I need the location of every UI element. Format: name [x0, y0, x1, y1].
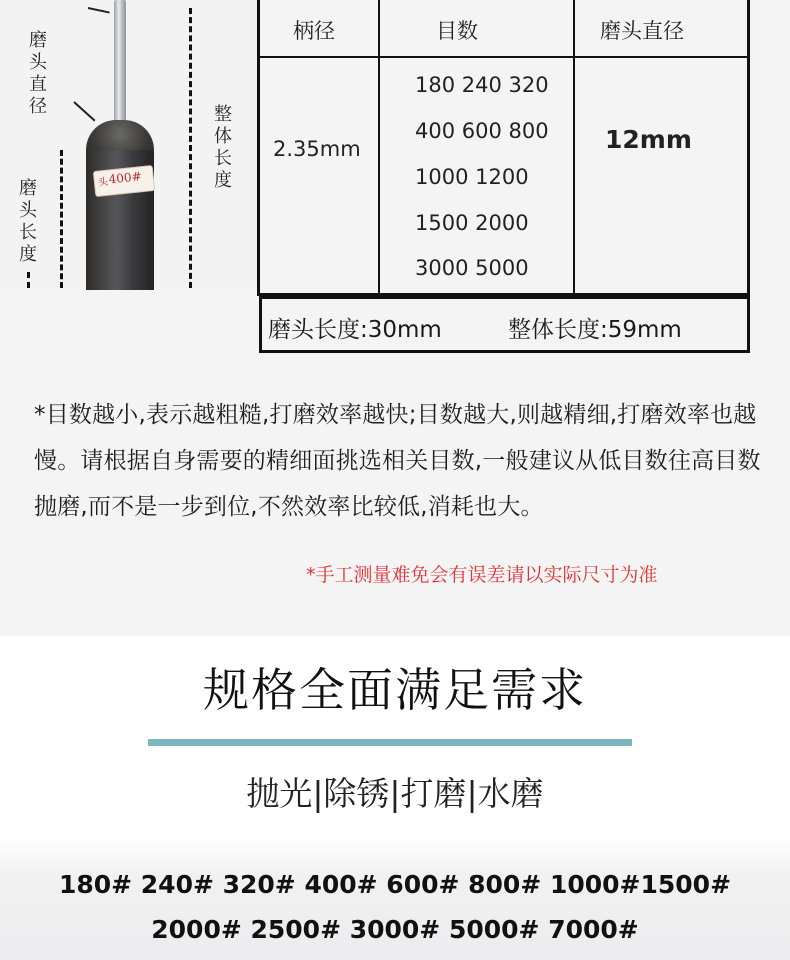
head-diameter-value: 12mm [605, 125, 692, 154]
grit-sticker-text: 400# [108, 169, 143, 187]
header-grit: 目数 [436, 19, 478, 43]
header-head-diameter: 磨头直径 [600, 19, 684, 43]
shank-diameter-value: 2.35mm [273, 137, 361, 161]
grit-explanation-note: *目数越小,表示越粗糙,打磨效率越快;目数越大,则越精细,打磨效率也越慢。请根据自身需要的精细面挑选相关目数,一般建议从低目数往高目数抛磨,而不是一步到位,不然效率比较低,消耗也大。 [34, 402, 761, 520]
overall-length-value: 整体长度:59mm [508, 317, 682, 343]
head-length-label: 磨头长度 [19, 178, 37, 265]
grit-options-line-1: 180# 240# 320# 400# 600# 800# 1000#1500# [58, 870, 732, 899]
head-length-guide-line [60, 150, 63, 288]
spec-table [257, 0, 750, 296]
grit-options-line-2: 2000# 2500# 3000# 5000# 7000# [151, 915, 639, 944]
header-shank-diameter: 柄径 [293, 19, 335, 43]
overall-length-label: 整体长度 [214, 104, 232, 191]
grit-line: 3000 5000 [415, 256, 529, 280]
overall-length-dashed-line [189, 8, 192, 288]
table-column-divider-2 [573, 0, 575, 293]
measurement-warning: *手工测量难免会有误差请以实际尺寸为准 [306, 564, 658, 586]
shank-image [114, 0, 126, 132]
grit-sticker-mark: 头 [97, 176, 109, 189]
title-underline [148, 739, 632, 746]
length-row [259, 296, 750, 353]
table-header-divider [260, 56, 747, 58]
table-column-divider-1 [378, 0, 380, 293]
section-title: 规格全面满足需求 [203, 663, 587, 717]
head-length-dashed-line [27, 272, 30, 288]
grit-line: 1500 2000 [415, 211, 529, 235]
grit-line: 180 240 320 [415, 73, 549, 97]
head-diameter-label: 磨头直径 [29, 30, 47, 117]
grit-line: 1000 1200 [415, 165, 529, 189]
grit-line: 400 600 800 [415, 119, 549, 143]
use-tags: 抛光|除锈|打磨|水磨 [246, 774, 544, 813]
head-length-value: 磨头长度:30mm [268, 317, 442, 343]
